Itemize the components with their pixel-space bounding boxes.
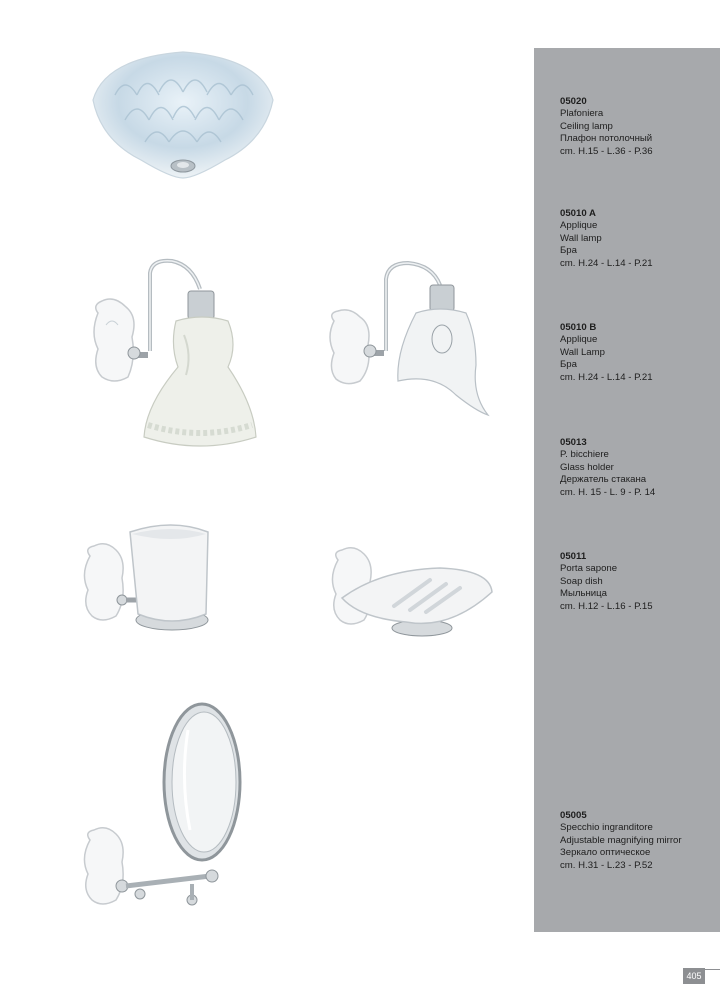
ceiling-lamp-image — [85, 40, 280, 180]
product-info-05005 — [560, 810, 720, 872]
product-dimensions: cm. H. 15 - L. 9 - P. 14 — [560, 486, 656, 498]
product-info-05020 — [560, 96, 720, 158]
product-name-ru: Бра — [560, 245, 577, 257]
product-name-en: Wall lamp — [560, 232, 602, 244]
product-name-ru: Плафон потолочный — [560, 133, 653, 145]
page-number: 405 — [683, 968, 705, 984]
product-name-en: Adjustable magnifying mirror — [560, 834, 682, 846]
product-name-it: Applique — [560, 220, 598, 232]
wall-lamp-a-image — [88, 255, 258, 455]
product-name-ru: Держатель стакана — [560, 474, 647, 486]
wall-lamp-b-image — [326, 255, 496, 425]
product-info-05011 — [560, 551, 720, 613]
product-code: 05005 — [560, 810, 587, 821]
product-dimensions: cm. H.24 - L.14 - P.21 — [560, 371, 653, 383]
product-info-05013 — [560, 437, 720, 499]
product-info-05010b — [560, 322, 720, 384]
product-name-ru: Мыльница — [560, 588, 607, 600]
product-code: 05020 — [560, 96, 587, 107]
product-name-it: Specchio ingranditore — [560, 822, 653, 834]
page-number-rule — [705, 969, 720, 970]
product-name-it: Applique — [560, 334, 598, 346]
glass-holder-image — [82, 520, 217, 635]
product-name-en: Glass holder — [560, 461, 614, 473]
product-name-ru: Зеркало оптическое — [560, 847, 651, 859]
product-code: 05011 — [560, 551, 587, 562]
soap-dish-image — [330, 540, 498, 650]
product-name-it: Porta sapone — [560, 563, 618, 575]
product-dimensions: cm. H.12 - L.16 - P.15 — [560, 600, 653, 612]
product-name-it: Plafoniera — [560, 108, 604, 120]
product-code: 05013 — [560, 437, 587, 448]
product-name-en: Soap dish — [560, 575, 603, 587]
product-dimensions: cm. H.24 - L.14 - P.21 — [560, 257, 653, 269]
product-name-it: P. bicchiere — [560, 449, 609, 461]
product-name-ru: Бра — [560, 359, 577, 371]
product-code: 05010 A — [560, 208, 596, 219]
product-code: 05010 B — [560, 322, 597, 333]
product-name-en: Wall Lamp — [560, 346, 605, 358]
product-dimensions: cm. H.31 - L.23 - P.52 — [560, 859, 653, 871]
product-dimensions: cm. H.15 - L.36 - P.36 — [560, 145, 653, 157]
product-name-en: Ceiling lamp — [560, 120, 613, 132]
product-info-05010a — [560, 208, 720, 270]
magnifying-mirror-image — [80, 700, 250, 920]
